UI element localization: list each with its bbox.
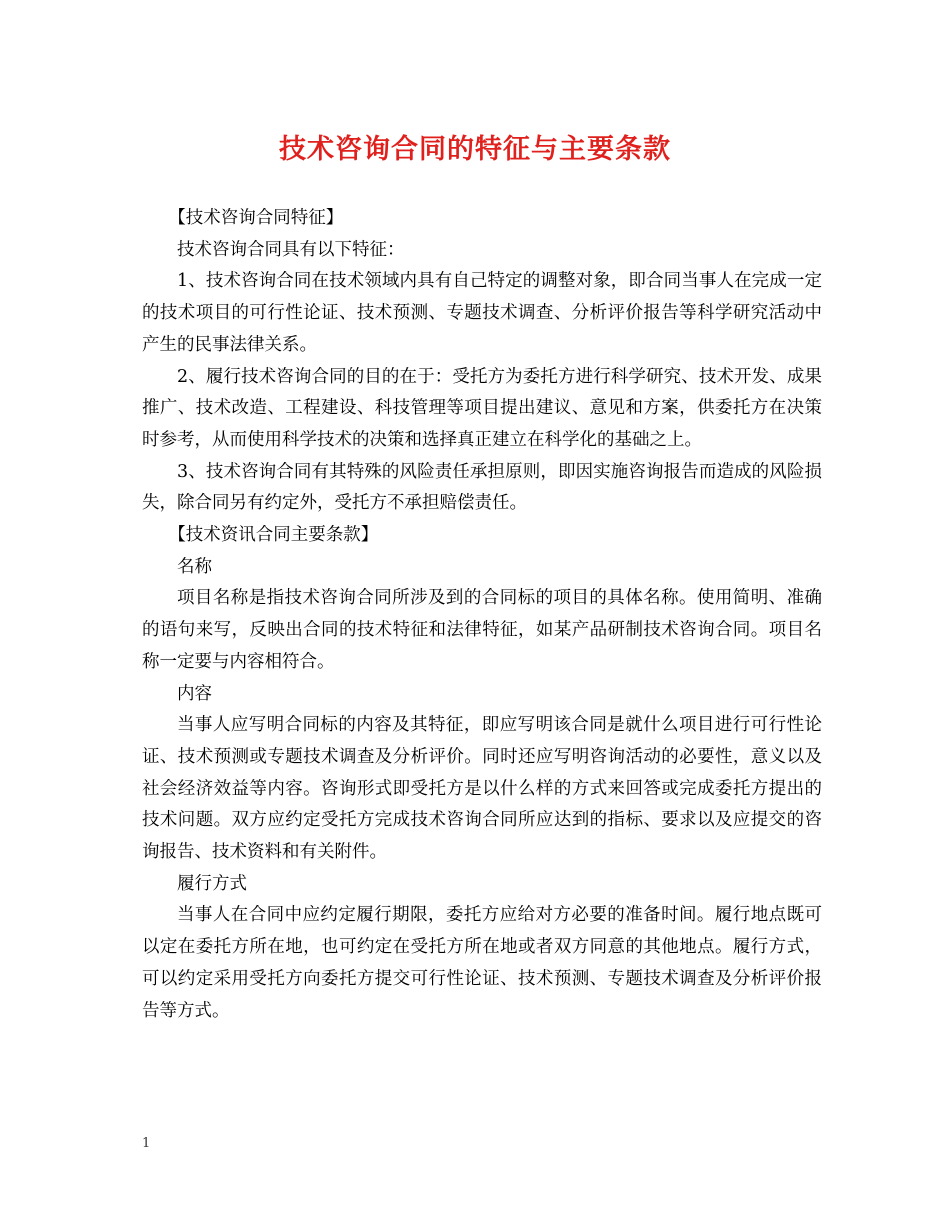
features-intro: 技术咨询合同具有以下特征：: [177, 239, 405, 260]
page-number: 1: [142, 1136, 151, 1151]
feature-item-1: 1、技术咨询合同在技术领域内具有自己特定的调整对象，即合同当事人在完成一定的技术项目的可行性论证、技术预测、专题技术调查、分析评价报告等科学研究活动中产生的民事法律关系。: [142, 271, 822, 355]
clause-label-performance: 履行方式: [177, 873, 247, 894]
document-body: [142, 203, 822, 1027]
clause-text-name: 项目名称是指技术咨询合同所涉及到的合同标的项目的具体名称。使用简明、准确的语句来写，反映出合同的技术特征和法律特征，如某产品研制技术咨询合同。项目名称一定要与内容相符合。: [142, 588, 822, 672]
clause-label-name: 名称: [177, 556, 212, 577]
document-title: 技术咨询合同的特征与主要条款: [279, 134, 671, 165]
clause-text-performance: 当事人在合同中应约定履行期限，委托方应给对方必要的准备时间。履行地点既可以定在委托方所在地，也可约定在受托方所在地或者双方同意的其他地点。履行方式，可以约定采用受托方向委托方提交可行性论证、技术预测、专题技术调查及分析评价报告等方式。: [142, 905, 822, 1021]
section-heading-features: 【技术咨询合同特征】: [168, 208, 344, 228]
feature-item-2: 2、履行技术咨询合同的目的在于：受托方为委托方进行科学研究、技术开发、成果推广、技术改造、工程建设、科技管理等项目提出建议、意见和方案，供委托方在决策时参考，从而使用科学技术的决策和选择真正建立在科学化的基础之上。: [142, 366, 822, 450]
feature-item-3: 3、技术咨询合同有其特殊的风险责任承担原则，即因实施咨询报告而造成的风险损失，除合同另有约定外，受托方不承担赔偿责任。: [142, 461, 822, 514]
section-heading-clauses: 【技术资讯合同主要条款】: [168, 525, 379, 546]
clause-label-content: 内容: [177, 683, 212, 704]
clause-text-content: 当事人应写明合同标的内容及其特征，即应写明该合同是就什么项目进行可行性论证、技术预测或专题技术调查及分析评价。同时还应写明咨询活动的必要性，意义以及社会经济效益等内容。咨询形式即受托方是以什么样的方式来回答或完成委托方提出的技术问题。双方应约定受托方完成技术咨询合同所应达到的指标、要求以及应提交的咨询报告、技术资料和有关附件。: [142, 715, 822, 863]
